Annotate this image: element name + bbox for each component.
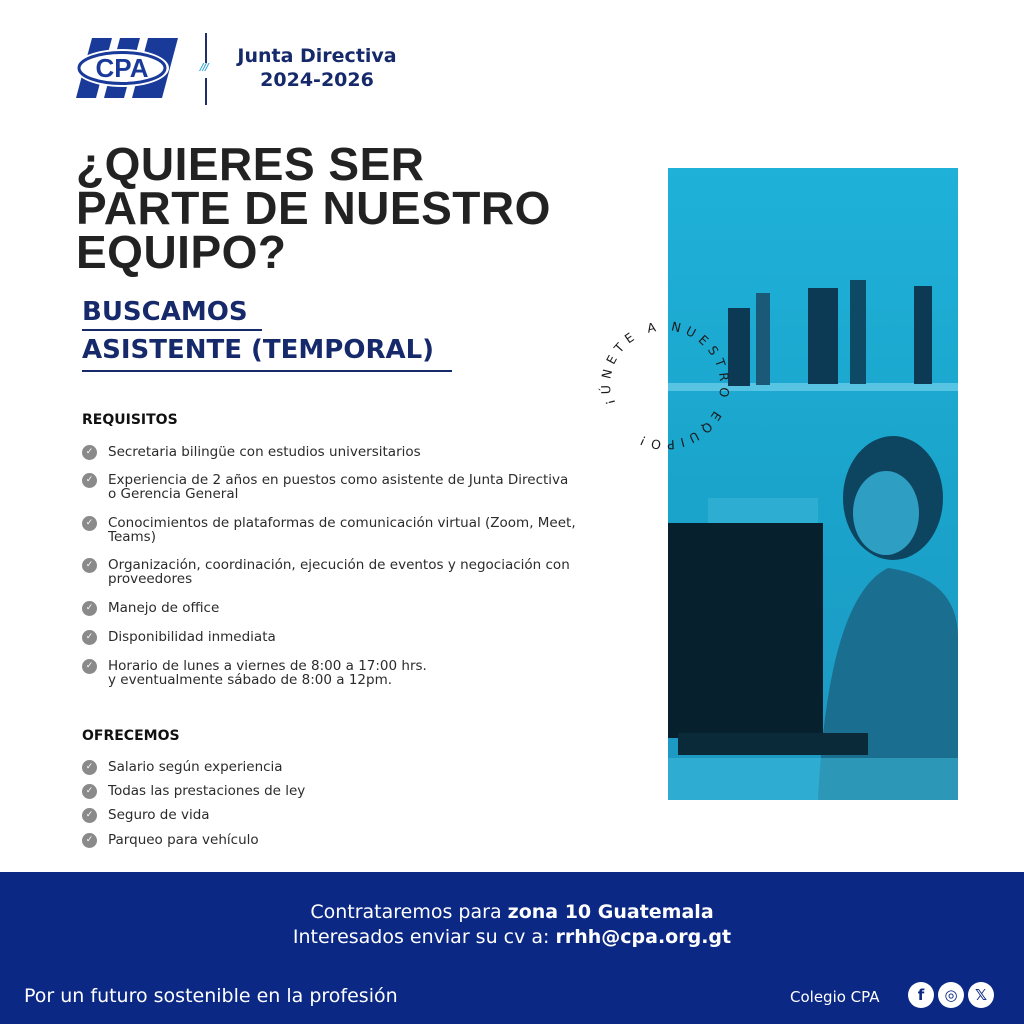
divider	[205, 78, 207, 105]
list-item	[82, 601, 219, 616]
board-title	[222, 44, 412, 92]
check-icon: ✓	[82, 601, 97, 616]
board-term: 2024-2026	[260, 69, 374, 91]
check-icon: ✓	[82, 473, 97, 488]
headline: ¿QUIERES SER PARTE DE NUESTRO EQUIPO?	[76, 138, 551, 278]
hire-location: zona 10 Guatemala	[507, 901, 714, 923]
list-item-text: Organización, coordinación, ejecución de eventos y negociación con proveedores	[108, 557, 570, 587]
position-title	[82, 293, 434, 369]
x-twitter-icon[interactable]: 𝕏	[968, 982, 994, 1008]
check-icon: ✓	[82, 833, 97, 848]
list-item	[82, 445, 421, 460]
check-icon: ✓	[82, 558, 97, 573]
check-icon: ✓	[82, 445, 97, 460]
check-icon: ✓	[82, 659, 97, 674]
list-item	[82, 473, 568, 501]
slashes-decoration: ///	[200, 62, 208, 73]
list-item-text: Secretaria bilingüe con estudios universitarios	[108, 444, 421, 460]
underline	[82, 370, 452, 372]
list-item	[82, 784, 305, 799]
cpa-logo	[74, 38, 180, 98]
list-item	[82, 630, 276, 645]
list-item	[82, 558, 570, 586]
tagline: Por un futuro sostenible en la profesión	[24, 985, 398, 1007]
contact-info	[0, 900, 1024, 950]
list-item	[82, 833, 259, 848]
position-line2: ASISTENTE (TEMPORAL)	[82, 335, 435, 365]
check-icon: ✓	[82, 808, 97, 823]
list-item-text: Parqueo para vehículo	[108, 832, 259, 848]
org-name: Colegio CPA	[790, 988, 880, 1006]
hire-text: Contrataremos para	[310, 901, 508, 923]
requirements-title: REQUISITOS	[82, 412, 178, 428]
list-item-text: Experiencia de 2 años en puestos como asistente de Junta Directiva o Gerencia General	[108, 472, 569, 502]
list-item	[82, 659, 427, 687]
list-item	[82, 516, 576, 544]
check-icon: ✓	[82, 516, 97, 531]
offers-title: OFRECEMOS	[82, 728, 180, 744]
board-title-name: Junta Directiva	[237, 45, 397, 67]
list-item-text: Manejo de office	[108, 600, 220, 616]
list-item-text: Disponibilidad inmediata	[108, 629, 276, 645]
list-item-text: Horario de lunes a viernes de 8:00 a 17:00 hrs. y eventualmente sábado de 8:00 a 12pm.	[108, 658, 427, 688]
svg-text:¡ÚNETE A NUESTRO EQUIPO!: ¡ÚNETE A NUESTRO EQUIPO!	[598, 318, 733, 453]
email-link[interactable]: rrhh@cpa.org.gt	[555, 926, 732, 948]
list-item-text: Conocimientos de plataformas de comunicación virtual (Zoom, Meet, Teams)	[108, 515, 576, 545]
svg-text:CPA: CPA	[95, 53, 149, 83]
position-line1: BUSCAMOS	[82, 297, 248, 327]
check-icon: ✓	[82, 784, 97, 799]
office-photo	[668, 168, 958, 800]
list-item-text: Seguro de vida	[108, 807, 210, 823]
check-icon: ✓	[82, 630, 97, 645]
list-item	[82, 760, 283, 775]
divider	[205, 33, 207, 63]
list-item-text: Salario según experiencia	[108, 759, 283, 775]
facebook-icon[interactable]: f	[908, 982, 934, 1008]
underline	[82, 329, 262, 331]
join-us-circular-text	[590, 310, 740, 460]
list-item	[82, 808, 210, 823]
list-item-text: Todas las prestaciones de ley	[108, 783, 306, 799]
check-icon: ✓	[82, 760, 97, 775]
send-text: Interesados enviar su cv a:	[292, 926, 556, 948]
instagram-icon[interactable]: ◎	[938, 982, 964, 1008]
